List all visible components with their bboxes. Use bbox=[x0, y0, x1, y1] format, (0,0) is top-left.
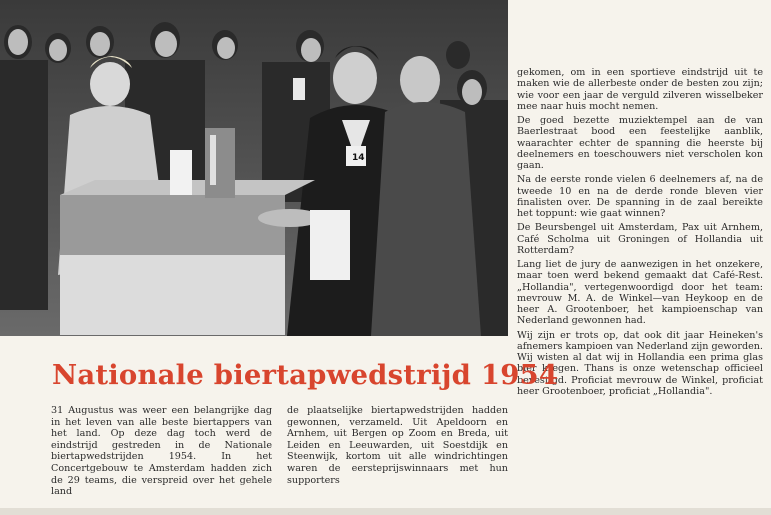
paragraph: de plaatselijke biertapwedstrijden hadden gewonnen, verzameld. Uit Apeldoorn en Arnhem, uit Bergen op Zoom en Breda, uit Leiden en Leeuwarden, uit Soestdijk en Steenwijk, kortom uit alle windrichtingen waren de eersteprijswinnaars met hun supporters bbox=[287, 405, 508, 486]
contestant-number-badge: 14 bbox=[352, 153, 365, 163]
article-headline: Nationale biertapwedstrijd 1954 bbox=[52, 359, 559, 391]
paragraph: Na de eerste ronde vielen 6 deelnemers af, na de tweede 10 en na de derde ronde bleven vier finalisten over. De spanning in de zaal bereikte het toppunt: wie gaat winnen? bbox=[517, 174, 763, 219]
paragraph: De goed bezette muziektempel aan de van Baerlestraat bood een feestelijke aanblik, waarachter echter de spanning die heerste bij deelnemers en toeschouwers niet verscholen kon gaan. bbox=[517, 115, 763, 171]
paragraph: gekomen, om in een sportieve eindstrijd uit te maken wie de allerbeste onder de besten zou zijn; wie voor een jaar de verguld zilveren wisselbeker mee naar huis mocht nemen. bbox=[517, 67, 763, 112]
contest-photo bbox=[0, 0, 508, 336]
article-column-right bbox=[517, 67, 763, 400]
article-column-2 bbox=[287, 405, 508, 486]
paragraph: De Beursbengel uit Amsterdam, Pax uit Arnhem, Café Scholma uit Groningen of Hollandia uit Rotterdam? bbox=[517, 222, 763, 256]
page-bottom-edge bbox=[0, 508, 771, 515]
paragraph: Wij zijn er trots op, dat ook dit jaar Heineken's afnemers kampioen van Nederland zijn geworden. Wij wisten al dat wij in Hollandia een prima glas bier kregen. Thans is onze wetenschap officieel bevestigd. Proficiat mevrouw de Winkel, proficiat heer Grootenboer, proficiat „Hollandia". bbox=[517, 329, 763, 397]
article-column-1 bbox=[51, 405, 272, 498]
paragraph: Lang liet de jury de aanwezigen in het onzekere, maar toen werd bekend gemaakt dat Café-Rest. „Hollandia", vertegenwoordigd door het team: mevrouw M. A. de Winkel—van Heykoop en de heer A. Grootenboer, het kampioenschap van Nederland gewonnen had. bbox=[517, 259, 763, 327]
paragraph: 31 Augustus was weer een belangrijke dag in het leven van alle beste biertappers van het land. Op deze dag toch werd de eindstrijd gestreden in de Nationale biertapwedstrijden 1954. In het Concertgebouw te Amsterdam hadden zich de 29 teams, die verspreid over het gehele land bbox=[51, 405, 272, 498]
